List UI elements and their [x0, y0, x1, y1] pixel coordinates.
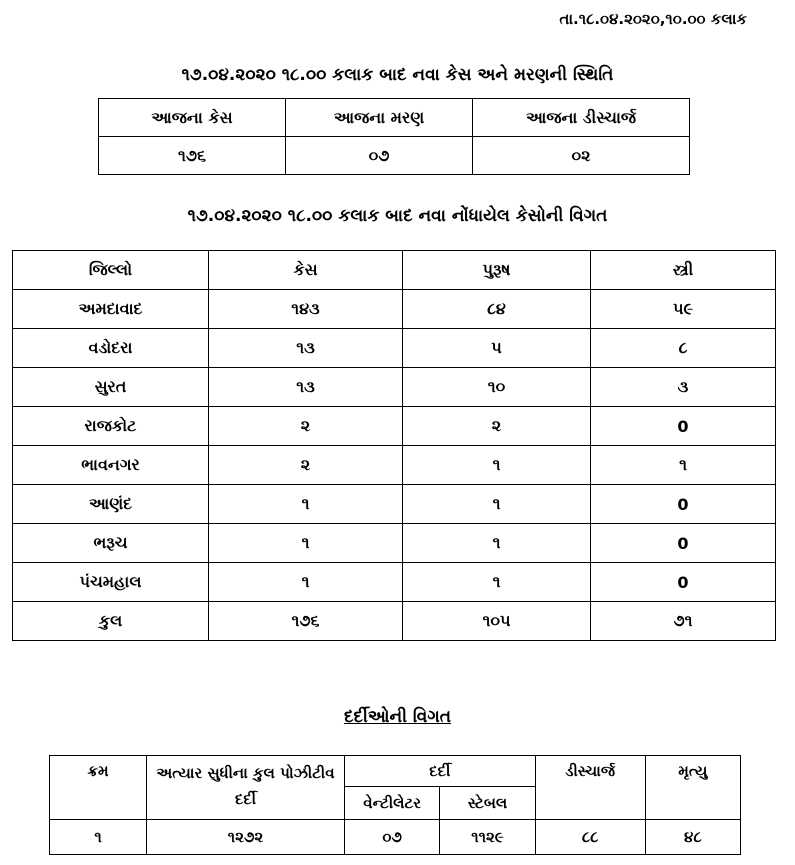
- table-row: [50, 820, 741, 855]
- district-table-title: ૧૭.૦૪.૨૦૨૦ ૧૮.૦૦ કલાક બાદ નવા નોંધાયેલ કેસોની વિગત: [187, 206, 608, 226]
- district-name: ભરૂચ: [13, 524, 209, 563]
- district-male: ૮૪: [403, 290, 591, 329]
- patients-section-title: દર્દીઓની વિગત: [343, 707, 452, 727]
- district-female: 0: [591, 407, 776, 446]
- header-today-discharge: આજના ડીસ્ચાર્જ: [473, 99, 690, 137]
- district-cases: ૧: [209, 485, 403, 524]
- district-cases: ૧૪૩: [209, 290, 403, 329]
- district-male: ૧: [403, 524, 591, 563]
- district-name: અમદાવાદ: [13, 290, 209, 329]
- header-ventilator: વેન્ટીલેટર: [345, 787, 440, 820]
- total-label: કુલ: [13, 602, 209, 641]
- header-cases: કેસ: [209, 251, 403, 290]
- today-cases-value: ૧૭૬: [99, 137, 286, 175]
- district-cases: ૨: [209, 446, 403, 485]
- stable-value: ૧૧૨૯: [440, 820, 535, 855]
- table-row: [13, 368, 776, 407]
- district-name: વડોદરા: [13, 329, 209, 368]
- header-serial: ક્રમ: [50, 756, 147, 820]
- death-value: ૪૮: [645, 820, 740, 855]
- district-table: [12, 250, 776, 641]
- table-row: [13, 407, 776, 446]
- header-today-deaths: આજના મરણ: [286, 99, 473, 137]
- report-date-time: તા.૧૮.૦૪.૨૦૨૦,૧૦.૦૦ કલાક: [559, 10, 747, 28]
- total-row: [13, 602, 776, 641]
- table-row: [13, 329, 776, 368]
- header-stable: સ્ટેબલ: [440, 787, 535, 820]
- total-cases: ૧૭૬: [209, 602, 403, 641]
- district-male: ૧: [403, 563, 591, 602]
- header-male: પુરૂષ: [403, 251, 591, 290]
- header-district: જિલ્લો: [13, 251, 209, 290]
- district-name: સુરત: [13, 368, 209, 407]
- header-female: સ્ત્રી: [591, 251, 776, 290]
- table-row: [13, 563, 776, 602]
- header-total-positive: અત્યાર સુધીના કુલ પોઝીટીવ દર્દી: [147, 756, 345, 820]
- district-male: ૧: [403, 446, 591, 485]
- header-death: મૃત્યુ: [645, 756, 740, 820]
- district-female: 0: [591, 485, 776, 524]
- summary-header-row: [99, 99, 690, 137]
- table-row: [13, 485, 776, 524]
- serial-value: ૧: [50, 820, 147, 855]
- today-discharge-value: ૦૨: [473, 137, 690, 175]
- district-female: 0: [591, 563, 776, 602]
- district-name: રાજકોટ: [13, 407, 209, 446]
- table-row: [13, 446, 776, 485]
- summary-value-row: [99, 137, 690, 175]
- district-cases: ૧૩: [209, 329, 403, 368]
- today-deaths-value: ૦૭: [286, 137, 473, 175]
- summary-table: [98, 98, 690, 175]
- district-female: ૫૯: [591, 290, 776, 329]
- table-row: [13, 524, 776, 563]
- district-cases: ૧: [209, 524, 403, 563]
- patients-header-row-1: [50, 756, 741, 787]
- district-name: પંચમહાલ: [13, 563, 209, 602]
- summary-title: ૧૭.૦૪.૨૦૨૦ ૧૮.૦૦ કલાક બાદ નવા કેસ અને મરણની સ્થિતિ: [181, 65, 614, 85]
- ventilator-value: ૦૭: [345, 820, 440, 855]
- district-female: ૧: [591, 446, 776, 485]
- district-header-row: [13, 251, 776, 290]
- district-male: ૨: [403, 407, 591, 446]
- district-male: ૫: [403, 329, 591, 368]
- header-today-cases: આજના કેસ: [99, 99, 286, 137]
- total-female: ૭૧: [591, 602, 776, 641]
- total-positive-value: ૧૨૭૨: [147, 820, 345, 855]
- district-male: ૧૦: [403, 368, 591, 407]
- district-name: ભાવનગર: [13, 446, 209, 485]
- patients-table: [49, 755, 741, 855]
- district-cases: ૧: [209, 563, 403, 602]
- district-cases: ૨: [209, 407, 403, 446]
- district-female: 0: [591, 524, 776, 563]
- discharge-value: ૮૮: [535, 820, 645, 855]
- district-male: ૧: [403, 485, 591, 524]
- total-male: ૧૦૫: [403, 602, 591, 641]
- header-patients: દર્દી: [345, 756, 536, 787]
- district-name: આણંદ: [13, 485, 209, 524]
- header-discharge: ડીસ્ચાર્જ: [535, 756, 645, 820]
- district-female: ૮: [591, 329, 776, 368]
- table-row: [13, 290, 776, 329]
- district-female: ૩: [591, 368, 776, 407]
- district-cases: ૧૩: [209, 368, 403, 407]
